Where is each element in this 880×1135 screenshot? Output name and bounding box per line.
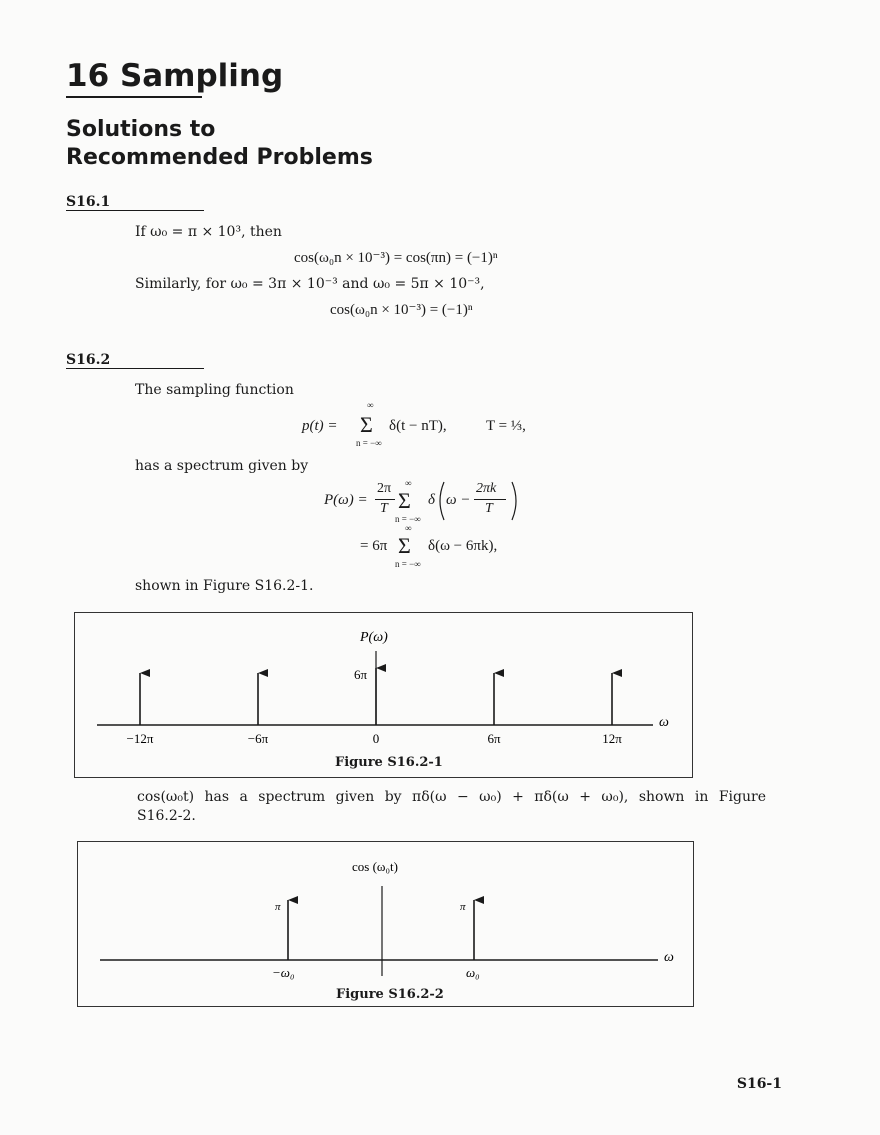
- Pw-omega-minus: ω −: [446, 492, 471, 508]
- shown-in-figure-text: shown in Figure S16.2-1.: [135, 578, 314, 594]
- subtitle-line-1: Solutions to: [66, 117, 216, 142]
- cos-spectrum-line-1: cos(ω₀t) has a spectrum given by πδ(ω − ω₀) + πδ(ω + ω₀), shown in Figure: [137, 789, 766, 805]
- figure-1-tick-labels: [127, 731, 623, 746]
- Pw-line2-lhs: = 6π: [360, 538, 388, 554]
- pt-sum-lower: n = −∞: [356, 438, 382, 448]
- figure-1-title: P(ω): [360, 630, 388, 645]
- chapter-name: Sampling: [119, 58, 284, 94]
- section-rule-s16-2: [66, 368, 204, 369]
- Pw-frac2-denominator: T: [485, 501, 493, 516]
- Pw-frac2-numerator: 2πk: [476, 481, 497, 496]
- figure-1-impulse-height: 6π: [354, 667, 368, 682]
- figure-1-axis-label: ω: [659, 715, 669, 730]
- pt-sum-upper: ∞: [367, 400, 374, 410]
- s16-1-equation-1: cos(ω₀n × 10⁻³) = cos(πn) = (−1)ⁿ: [294, 250, 498, 266]
- figure-1-tick-label: 12π: [602, 731, 622, 746]
- figure-2-axis-label: ω: [664, 950, 674, 965]
- figure-2-impulse-label-left: π: [275, 901, 281, 913]
- Pw-frac-bar: [375, 499, 395, 500]
- Pw-sum-upper: ∞: [405, 478, 412, 488]
- cos-spectrum-text: [137, 789, 766, 805]
- figure-1-impulses: [140, 668, 612, 725]
- Pw-line2-rhs: δ(ω − 6πk),: [428, 538, 498, 554]
- Pw-frac-numerator: 2π: [377, 481, 392, 496]
- figure-s16-2-1: [74, 612, 693, 778]
- figure-2-impulse-label-right: π: [460, 901, 466, 913]
- figure-1-tick-label: −6π: [247, 731, 269, 746]
- s16-1-line-1: If ω₀ = π × 10³, then: [135, 224, 282, 240]
- Pw-sum-lower: n = −∞: [395, 514, 421, 524]
- s16-1-equation-2: cos(ω₀n × 10⁻³) = (−1)ⁿ: [330, 302, 473, 318]
- figure-2-caption: Figure S16.2-2: [336, 987, 444, 1002]
- chapter-title: [66, 58, 283, 94]
- figure-2-plot: [78, 842, 693, 1006]
- Pw-lhs: P(ω) =: [324, 492, 368, 508]
- Pw-line2-sum-upper: ∞: [405, 523, 412, 533]
- s16-1-line-2: Similarly, for ω₀ = 3π × 10⁻³ and ω₀ = 5π × 10⁻³,: [135, 276, 485, 292]
- figure-2-tick-left: −ω₀: [272, 965, 295, 980]
- figure-2-title: cos (ω₀t): [352, 859, 398, 874]
- figure-1-caption: Figure S16.2-1: [335, 755, 443, 770]
- pt-lhs: p(t) =: [302, 418, 338, 434]
- pt-sigma: Σ: [360, 412, 373, 437]
- subtitle: [66, 116, 373, 172]
- section-heading-s16-2: S16.2: [66, 352, 111, 368]
- Pw-delta: δ: [428, 492, 435, 508]
- figure-2-tick-right: ω₀: [466, 965, 480, 980]
- chapter-underline: [66, 96, 202, 98]
- Pw-frac2-bar: [474, 499, 506, 500]
- figure-1-tick-label: 6π: [487, 731, 501, 746]
- figure-1-tick-label: −12π: [126, 731, 154, 746]
- section-rule-s16-1: [66, 210, 204, 211]
- figure-1-tick-label: 0: [372, 731, 380, 746]
- page-number: S16-1: [736, 1076, 782, 1092]
- Pw-line2-sum-lower: n = −∞: [395, 559, 421, 569]
- Pw-line2-sigma: Σ: [398, 533, 411, 558]
- section-heading-s16-1: S16.1: [66, 194, 111, 210]
- Pw-frac-denominator: T: [380, 501, 388, 516]
- figure-s16-2-2: [77, 841, 694, 1007]
- pt-rhs: δ(t − nT),: [389, 418, 447, 434]
- figure-1-plot: [75, 613, 692, 777]
- cos-spectrum-line-2: S16.2-2.: [137, 808, 196, 824]
- chapter-number: 16: [66, 58, 110, 94]
- Pw-sigma: Σ: [398, 488, 411, 513]
- s16-2-intro: The sampling function: [135, 382, 294, 398]
- subtitle-line-2: Recommended Problems: [66, 145, 373, 170]
- spectrum-intro: has a spectrum given by: [135, 458, 309, 474]
- pt-T-value: T = ⅓,: [486, 418, 526, 434]
